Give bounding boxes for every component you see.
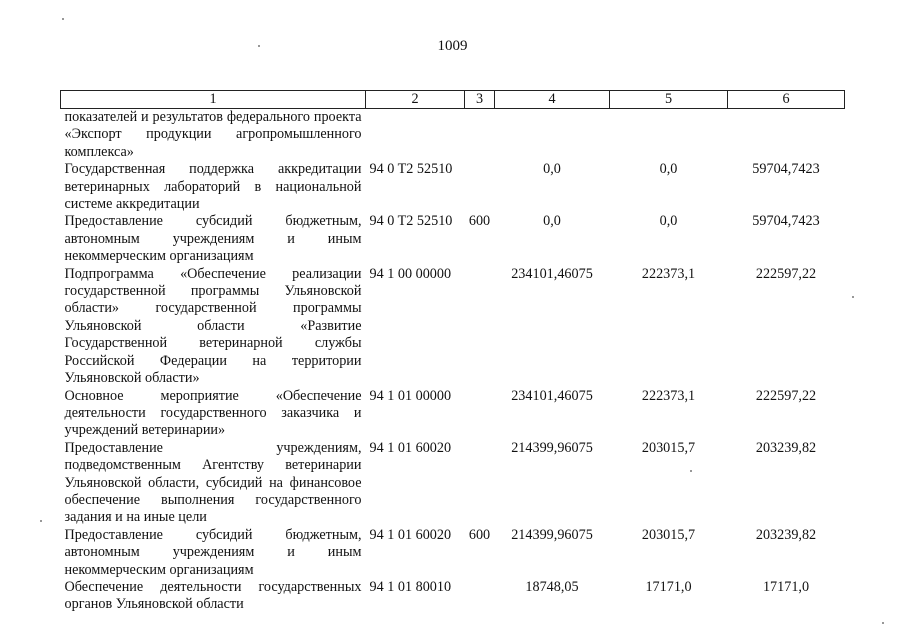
row-expense-type xyxy=(465,440,495,527)
row-value-col4: 0,0 xyxy=(543,213,561,230)
row-expense-type xyxy=(465,388,495,440)
row-expense-type: 600 xyxy=(468,213,491,230)
row-value-col5: 203015,7 xyxy=(641,439,696,456)
row-expense-type xyxy=(465,579,495,614)
table-row xyxy=(61,266,845,388)
row-code: 94 1 01 60020 xyxy=(369,439,452,456)
row-value-col6: 222597,22 xyxy=(755,265,817,282)
row-name: Подпрограмма «Обеспечение реализации государственной программы Ульяновской области» государственной программы Ульяновской области «Развитие Государственной ветеринарной службы Российской Федерации на территории Ульяновской области» xyxy=(64,265,362,387)
table-row xyxy=(61,109,845,162)
scan-speck xyxy=(882,622,884,624)
row-value-col6 xyxy=(728,109,845,162)
row-name: показателей и результатов федерального проекта «Экспорт продукции агропромышленного комплекса» xyxy=(64,109,362,160)
row-name: Предоставление учреждениям, подведомственным Агентству ветеринарии Ульяновской области, субсидий на финансовое обеспечение выполнения государственного задания и на иные цели xyxy=(64,439,362,526)
table-row xyxy=(61,579,845,614)
row-value-col6: 59704,7423 xyxy=(752,213,820,230)
table-row xyxy=(61,388,845,440)
column-header-6: 6 xyxy=(728,91,845,109)
table-row xyxy=(61,213,845,265)
row-value-col6: 222597,22 xyxy=(755,387,817,404)
row-value-col5 xyxy=(610,109,728,162)
scan-speck xyxy=(40,520,42,522)
table-row xyxy=(61,527,845,579)
row-code: 94 1 01 00000 xyxy=(369,387,452,404)
column-header-4: 4 xyxy=(495,91,610,109)
scan-speck xyxy=(690,470,692,472)
row-value-col6: 17171,0 xyxy=(762,578,810,595)
row-name: Государственная поддержка аккредитации ветеринарных лабораторий в национальной системе аккредитации xyxy=(64,161,362,213)
row-value-col4: 234101,46075 xyxy=(511,265,593,282)
page-number: 1009 xyxy=(437,38,468,54)
row-value-col4: 214399,96075 xyxy=(511,439,593,456)
row-value-col4 xyxy=(495,109,610,162)
table-body xyxy=(61,109,845,614)
row-value-col5: 0,0 xyxy=(659,161,678,178)
row-value-col5: 0,0 xyxy=(659,213,678,230)
row-value-col6: 59704,7423 xyxy=(752,161,820,178)
row-code: 94 1 00 00000 xyxy=(369,265,452,282)
table-row xyxy=(61,440,845,527)
row-name: Обеспечение деятельности государственных органов Ульяновской области xyxy=(64,578,362,613)
column-header-5: 5 xyxy=(610,91,728,109)
row-value-col6: 203239,82 xyxy=(755,526,817,543)
row-name: Предоставление субсидий бюджетным, автономным учреждениям и иным некоммерческим организациям xyxy=(64,213,362,265)
row-expense-type xyxy=(465,266,495,388)
scan-speck xyxy=(62,18,64,20)
row-value-col5: 222373,1 xyxy=(641,265,696,282)
row-expense-type xyxy=(465,161,495,213)
row-code xyxy=(366,109,465,162)
row-value-col4: 234101,46075 xyxy=(511,387,593,404)
table-row xyxy=(61,161,845,213)
column-header-3: 3 xyxy=(465,91,495,109)
row-name: Основное мероприятие «Обеспечение деятельности государственного заказчика и учреждений ветеринарии» xyxy=(64,387,362,439)
row-value-col5: 222373,1 xyxy=(641,387,696,404)
column-header-1: 1 xyxy=(61,91,366,109)
row-value-col4: 18748,05 xyxy=(525,578,579,595)
row-name: Предоставление субсидий бюджетным, автономным учреждениям и иным некоммерческим организациям xyxy=(64,526,362,578)
row-expense-type: 600 xyxy=(468,526,491,543)
row-value-col5: 17171,0 xyxy=(645,578,692,595)
row-expense-type xyxy=(465,109,495,162)
row-code: 94 1 01 80010 xyxy=(369,578,452,595)
row-value-col5: 203015,7 xyxy=(641,526,696,543)
column-header-2: 2 xyxy=(366,91,465,109)
scan-speck xyxy=(852,296,854,298)
scan-speck xyxy=(258,45,260,47)
row-code: 94 0 T2 52510 xyxy=(369,161,453,178)
row-value-col4: 214399,96075 xyxy=(511,526,593,543)
row-value-col4: 0,0 xyxy=(543,161,561,178)
table-header xyxy=(61,91,845,109)
row-code: 94 1 01 60020 xyxy=(369,526,452,543)
row-code: 94 0 T2 52510 xyxy=(369,213,453,230)
row-value-col6: 203239,82 xyxy=(755,439,817,456)
budget-table xyxy=(60,90,845,614)
header-row xyxy=(61,91,845,109)
